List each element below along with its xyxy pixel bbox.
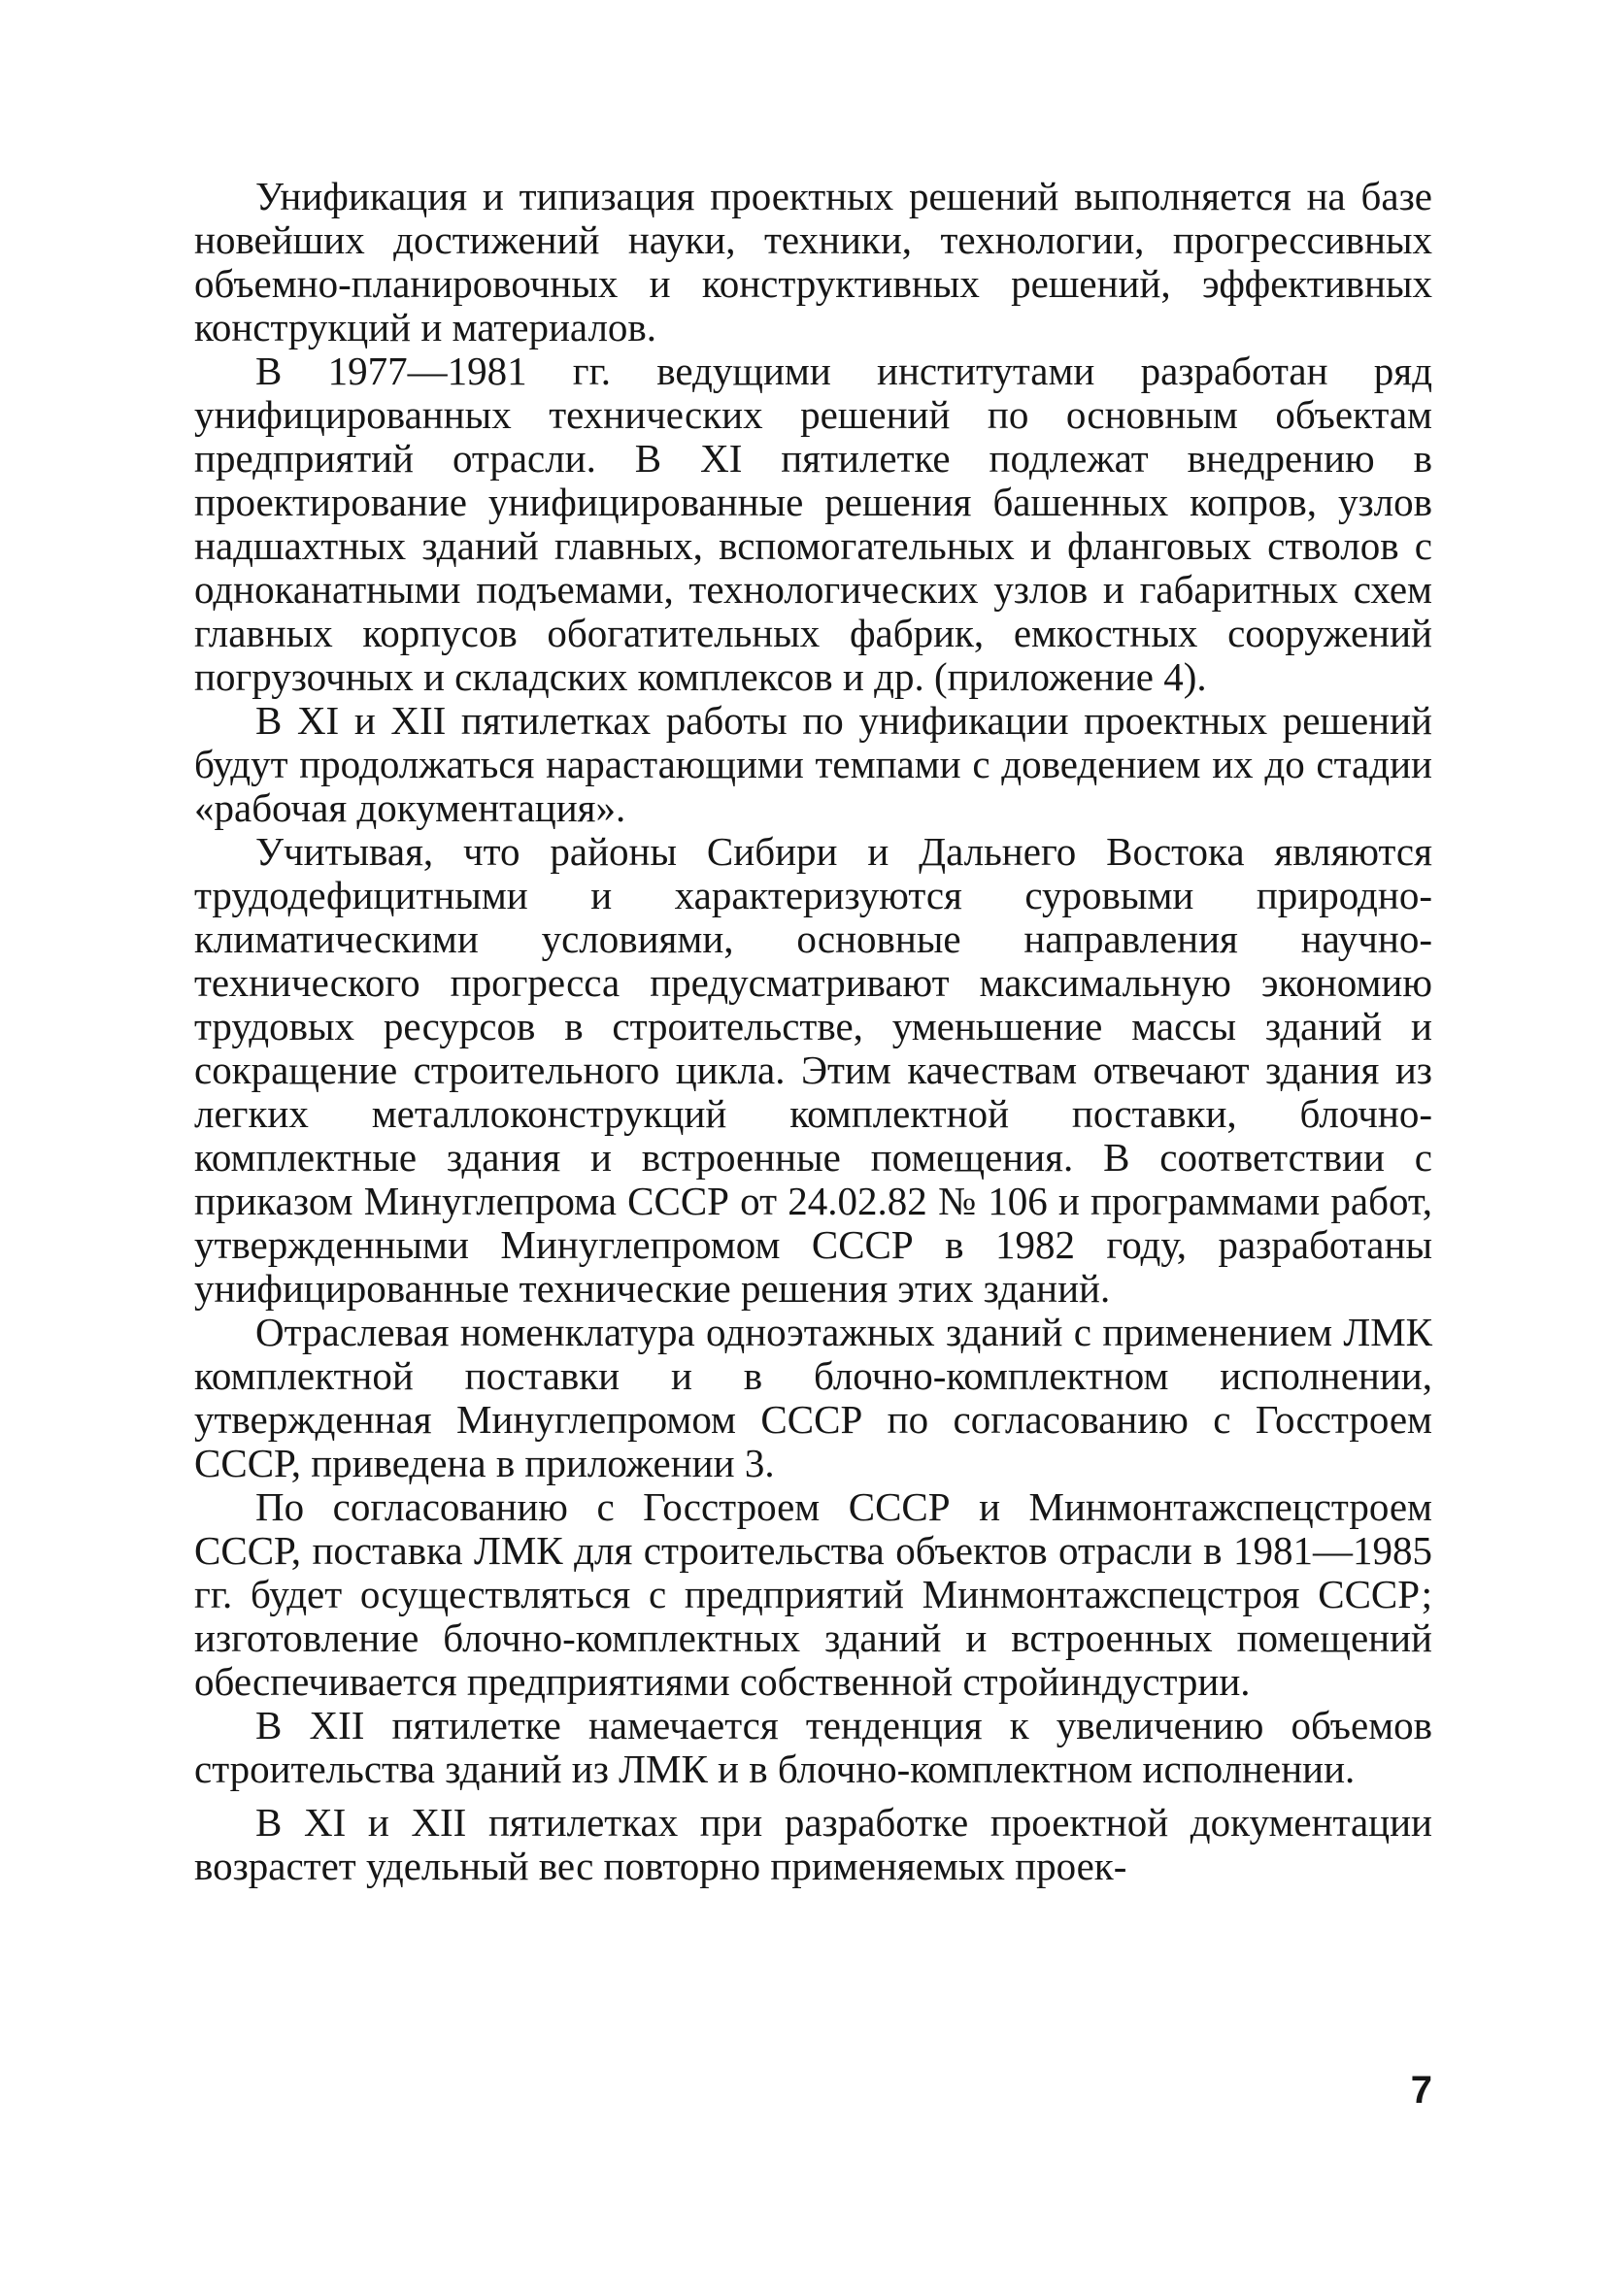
paragraph-xi-xii-unification: В XI и XII пятилетках работы по унификации проектных решений будут продолжаться нарастающими темпами с доведением их до стадии «рабочая документация». — [194, 698, 1432, 830]
paragraph-nomenclature: Отраслевая номенклатура одноэтажных зданий с применением ЛМК комплектной поставки и в блочно-комплектном исполнении, утвержденная Минуглепромом СССР по согласованию с Госстроем СССР, приведена в приложении 3. — [194, 1310, 1432, 1485]
paragraph-unification: Унификация и типизация проектных решений выполняется на базе новейших достижений науки, техники, технологии, прогрессивных объемно-планировочных и конструктивных решений, эффективных конструкций и материалов. — [194, 174, 1432, 349]
paragraph-siberia: Учитывая, что районы Сибири и Дальнего Востока являются трудодефицитными и характеризуются суровыми природно-климатическими условиями, основные направления научно-технического прогресса предусматривают максимальную экономию трудовых ресурсов в строительстве, уменьшение массы зданий и сокращение строительного цикла. Этим качествам отвечают здания из легких металлоконструкций комплектной поставки, блочно-комплектные здания и встроенные помещения. В соответствии с приказом Минуглепрома СССР от 24.02.82 № 106 и программами работ, утвержденными Минуглепромом СССР в 1982 году, разработаны унифицированные технические решения этих зданий. — [194, 829, 1432, 1311]
paragraph-gosstroy: По согласованию с Госстроем СССР и Минмонтажспецстроем СССР, поставка ЛМК для строительства объектов отрасли в 1981—1985 гг. будет осуществляться с предприятий Минмонтажспецстроя СССР; изготовление блочно-комплектных зданий и встроенных помещений обеспечивается предприятиями собственной стройиндустрии. — [194, 1484, 1432, 1704]
page-number: 7 — [1410, 2069, 1432, 2112]
paragraph-xii-tendency: В XII пятилетке намечается тенденция к увеличению объемов строительства зданий из ЛМК и в блочно-комплектном исполнении. — [194, 1703, 1432, 1791]
paragraph-1977-1981: В 1977—1981 гг. ведущими институтами разработан ряд унифицированных технических решений по основным объектам предприятий отрасли. В XI пятилетке подлежат внедрению в проектирование унифицированные решения башенных копров, узлов надшахтных зданий главных, вспомогательных и фланговых стволов с одноканатными подъемами, технологических узлов и габаритных схем главных корпусов обогатительных фабрик, емкостных сооружений погрузочных и складских комплексов и др. (приложение 4). — [194, 349, 1432, 699]
paragraph-project-documentation: В XI и XII пятилетках при разработке проектной документации возрастет удельный вес повторно применяемых проек- — [194, 1800, 1432, 1888]
body-text — [194, 175, 1432, 1888]
